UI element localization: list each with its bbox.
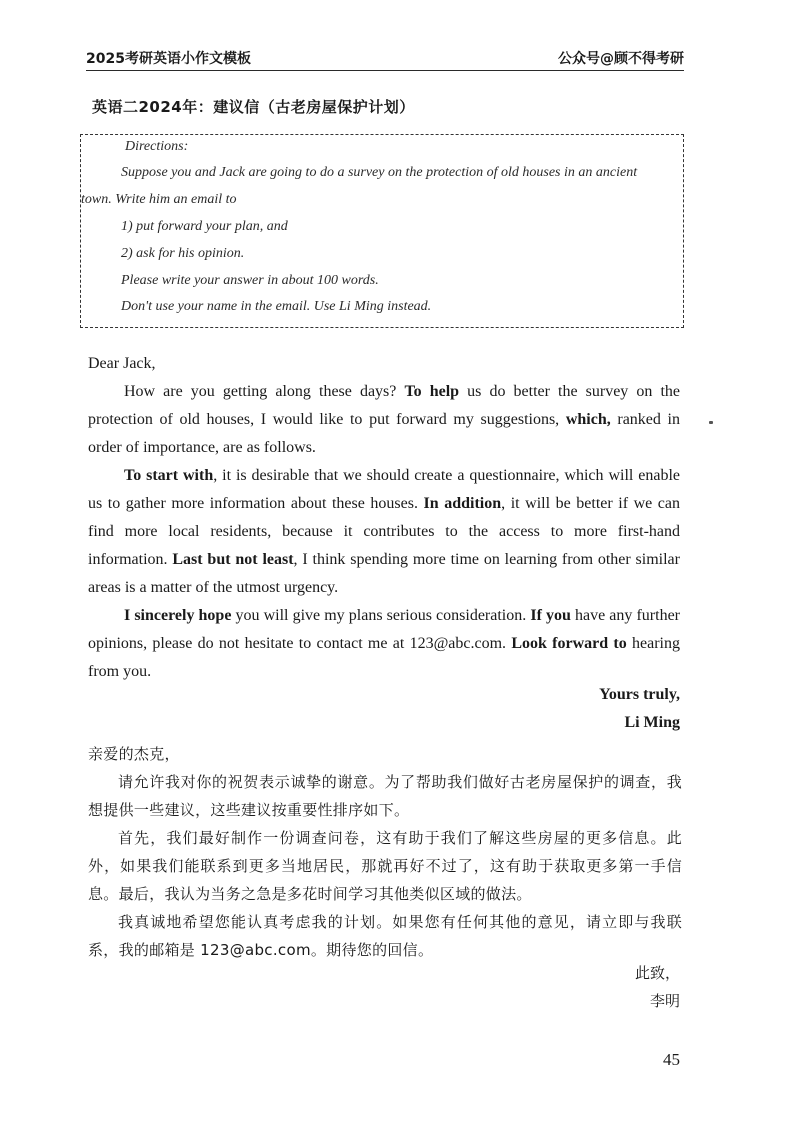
- bold-phrase: In addition: [423, 495, 502, 512]
- text-run: , it will be better if we can find more local residents, because it contributes to the access to more first-hand information.: [88, 495, 681, 568]
- scan-speck: [709, 421, 713, 424]
- bold-phrase: If you: [530, 607, 571, 624]
- text-run: , I think spending more time on learning from other similar areas is a matter of the utmost urgency.: [88, 551, 680, 596]
- letter-paragraph-3: [88, 602, 680, 686]
- directions-line: Suppose you and Jack are going to do a survey on the protection of old houses in an ancient: [121, 165, 638, 180]
- directions-line: 1) put forward your plan, and: [121, 219, 288, 234]
- letter-body: [88, 350, 680, 686]
- bold-phrase: which,: [565, 411, 611, 428]
- directions-line: 2) ask for his opinion.: [121, 246, 245, 261]
- text-run: , it is desirable that we should create a questionnaire, which will enable us to gather more information about these houses.: [88, 467, 680, 512]
- zh-salutation: 亲爱的杰克，: [88, 745, 180, 763]
- letter-signature: Li Ming: [624, 714, 680, 731]
- bold-phrase: Last but not least: [172, 551, 294, 568]
- header-source: 公众号@顾不得考研: [558, 51, 684, 67]
- zh-closing: 此致，: [634, 964, 680, 982]
- bold-phrase: To help: [404, 383, 460, 400]
- bold-phrase: I sincerely hope: [124, 607, 232, 624]
- directions-box: [80, 134, 684, 328]
- zh-paragraph-3: 我真诚地希望您能认真考虑我的计划。如果您有任何其他的意见，请立即与我联系，我的邮箱是 123@abc.com。期待您的回信。: [88, 913, 682, 959]
- text-run: hearing from you.: [88, 635, 680, 680]
- directions-line: Don't use your name in the email. Use Li Ming instead.: [121, 299, 432, 314]
- zh-signature: 李明: [649, 992, 680, 1010]
- directions-line: Please write your answer in about 100 words.: [121, 273, 379, 288]
- chinese-translation: [88, 740, 682, 964]
- letter-paragraph-2: [88, 462, 680, 602]
- letter-closing: Yours truly,: [599, 686, 680, 703]
- directions-line: town. Write him an email to: [81, 192, 237, 207]
- directions-heading: Directions:: [125, 139, 189, 154]
- text-run: you will give my plans serious consideration.: [231, 607, 531, 624]
- bold-phrase: To start with: [124, 467, 214, 484]
- section-title: 英语二2024年：建议信（古老房屋保护计划）: [92, 98, 415, 116]
- text-run: ranked in order of importance, are as follows.: [88, 411, 680, 456]
- bold-phrase: Look forward to: [511, 635, 627, 652]
- text-run: How are you getting along these days?: [124, 383, 405, 400]
- zh-paragraph-1: 请允许我对你的祝贺表示诚挚的谢意。为了帮助我们做好古老房屋保护的调查，我想提供一些建议，这些建议按重要性排序如下。: [88, 773, 682, 819]
- letter-salutation: Dear Jack,: [88, 355, 156, 372]
- page-number: 45: [663, 1050, 680, 1069]
- text-run: have any further opinions, please do not hesitate to contact me at 123@abc.com.: [88, 607, 680, 652]
- page-header: [86, 44, 684, 71]
- text-run: us do better the survey on the protection of old houses, I would like to put forward my suggestions,: [88, 383, 680, 428]
- letter-paragraph-1: [88, 378, 680, 462]
- header-title: 2025考研英语小作文模板: [86, 51, 251, 67]
- zh-paragraph-2: 首先，我们最好制作一份调查问卷，这有助于我们了解这些房屋的更多信息。此外，如果我们能联系到更多当地居民，那就再好不过了，这有助于获取更多第一手信息。最后，我认为当务之急是多花时间学习其他类似区域的做法。: [88, 829, 682, 903]
